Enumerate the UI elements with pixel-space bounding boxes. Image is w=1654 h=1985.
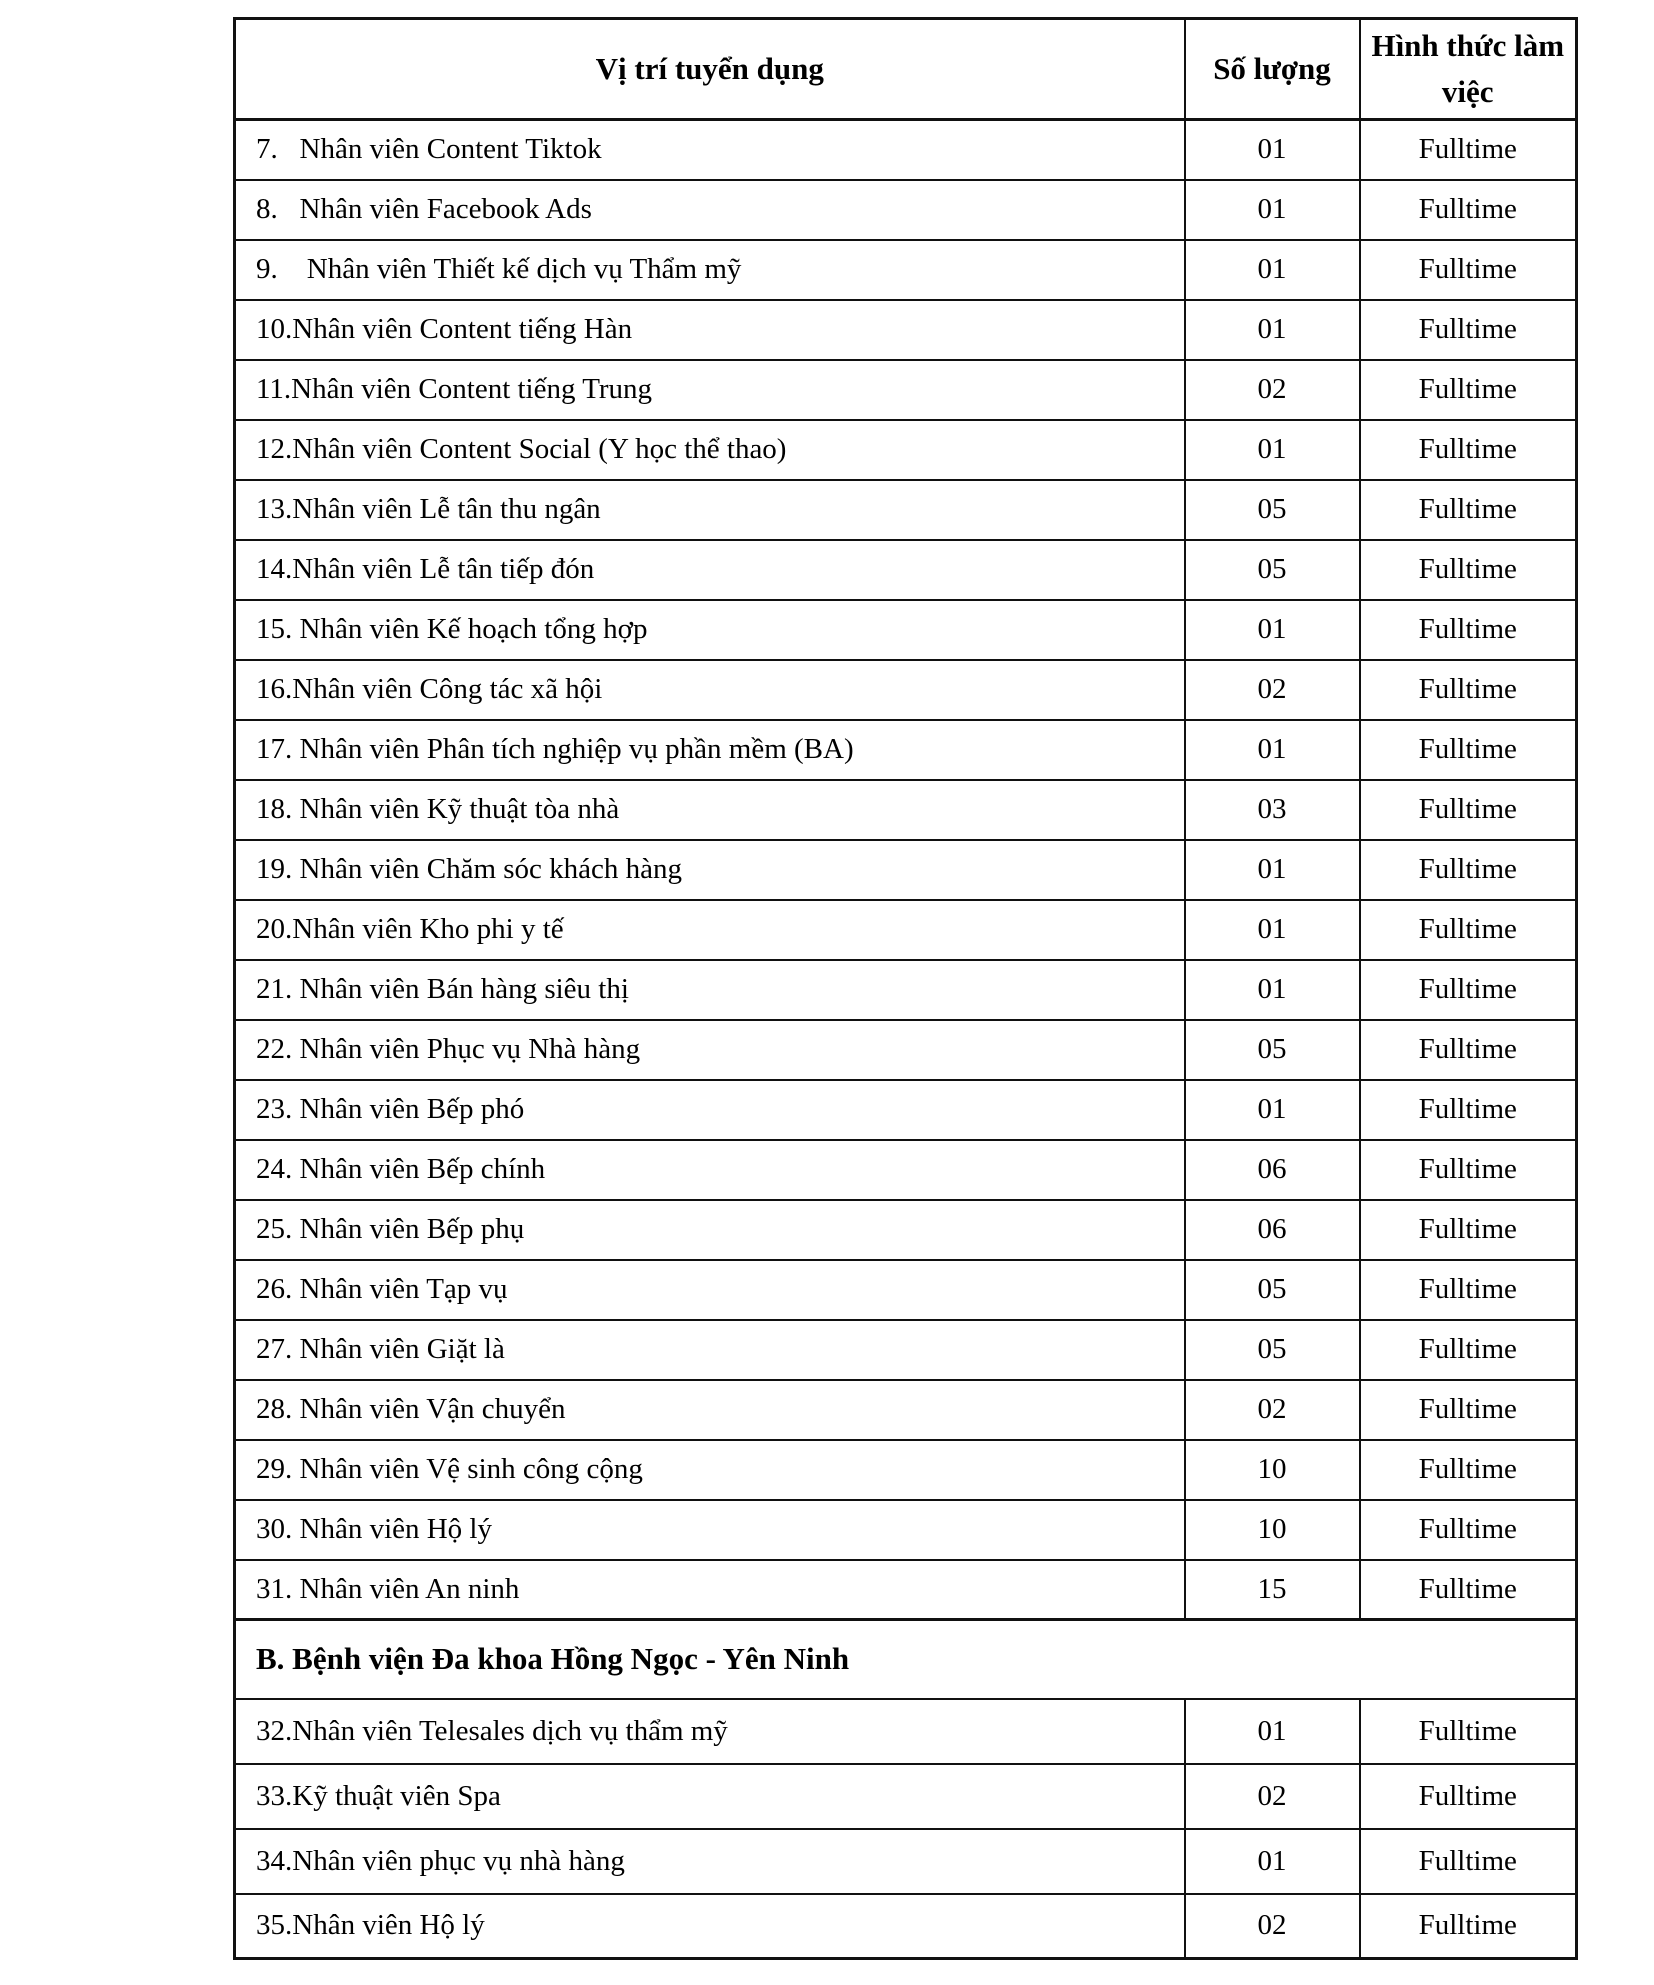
worktype-cell: Fulltime (1360, 1200, 1577, 1260)
worktype-cell: Fulltime (1360, 1260, 1577, 1320)
table-row (235, 600, 1577, 660)
quantity-cell: 03 (1185, 780, 1360, 840)
table-row (235, 120, 1577, 180)
table-row (235, 1200, 1577, 1260)
worktype-cell: Fulltime (1360, 420, 1577, 480)
worktype-cell: Fulltime (1360, 1500, 1577, 1560)
worktype-cell: Fulltime (1360, 1080, 1577, 1140)
section-b-header-row (235, 1620, 1577, 1699)
quantity-cell: 05 (1185, 1020, 1360, 1080)
table-row (235, 1560, 1577, 1620)
quantity-cell: 15 (1185, 1560, 1360, 1620)
position-cell: 19. Nhân viên Chăm sóc khách hàng (235, 840, 1185, 900)
table-row (235, 420, 1577, 480)
position-cell: 28. Nhân viên Vận chuyển (235, 1380, 1185, 1440)
table-row (235, 1894, 1577, 1959)
table-row (235, 660, 1577, 720)
position-cell: 26. Nhân viên Tạp vụ (235, 1260, 1185, 1320)
position-cell: 8. Nhân viên Facebook Ads (235, 180, 1185, 240)
table-row (235, 1500, 1577, 1560)
table-row (235, 240, 1577, 300)
table-row (235, 1260, 1577, 1320)
quantity-cell: 02 (1185, 1380, 1360, 1440)
worktype-cell: Fulltime (1360, 540, 1577, 600)
worktype-cell: Fulltime (1360, 960, 1577, 1020)
header-row (235, 19, 1577, 120)
position-cell: 31. Nhân viên An ninh (235, 1560, 1185, 1620)
position-cell: 15. Nhân viên Kế hoạch tổng hợp (235, 600, 1185, 660)
worktype-cell: Fulltime (1360, 1440, 1577, 1500)
quantity-cell: 01 (1185, 960, 1360, 1020)
table-row (235, 1320, 1577, 1380)
table-row (235, 1380, 1577, 1440)
worktype-cell: Fulltime (1360, 660, 1577, 720)
quantity-cell: 02 (1185, 660, 1360, 720)
position-cell: 18. Nhân viên Kỹ thuật tòa nhà (235, 780, 1185, 840)
position-cell: 12.Nhân viên Content Social (Y học thể thao) (235, 420, 1185, 480)
position-cell: 21. Nhân viên Bán hàng siêu thị (235, 960, 1185, 1020)
table-row (235, 1020, 1577, 1080)
table-row (235, 1080, 1577, 1140)
table-row (235, 1140, 1577, 1200)
worktype-cell: Fulltime (1360, 1380, 1577, 1440)
worktype-cell: Fulltime (1360, 1140, 1577, 1200)
worktype-cell: Fulltime (1360, 480, 1577, 540)
position-cell: 34.Nhân viên phục vụ nhà hàng (235, 1829, 1185, 1894)
quantity-cell: 05 (1185, 480, 1360, 540)
quantity-cell: 10 (1185, 1440, 1360, 1500)
position-cell: 7. Nhân viên Content Tiktok (235, 120, 1185, 180)
table-row (235, 480, 1577, 540)
worktype-cell: Fulltime (1360, 1894, 1577, 1959)
quantity-cell: 06 (1185, 1200, 1360, 1260)
position-cell: 11.Nhân viên Content tiếng Trung (235, 360, 1185, 420)
quantity-cell: 02 (1185, 1764, 1360, 1829)
worktype-cell: Fulltime (1360, 720, 1577, 780)
quantity-cell: 10 (1185, 1500, 1360, 1560)
quantity-cell: 01 (1185, 840, 1360, 900)
position-cell: 13.Nhân viên Lễ tân thu ngân (235, 480, 1185, 540)
table-row (235, 300, 1577, 360)
worktype-cell: Fulltime (1360, 900, 1577, 960)
worktype-cell: Fulltime (1360, 780, 1577, 840)
table-row (235, 360, 1577, 420)
position-cell: 32.Nhân viên Telesales dịch vụ thẩm mỹ (235, 1699, 1185, 1764)
position-cell: 29. Nhân viên Vệ sinh công cộng (235, 1440, 1185, 1500)
table-row (235, 180, 1577, 240)
job-table-body (235, 120, 1577, 1959)
position-cell: 30. Nhân viên Hộ lý (235, 1500, 1185, 1560)
quantity-cell: 01 (1185, 900, 1360, 960)
worktype-cell: Fulltime (1360, 1020, 1577, 1080)
worktype-cell: Fulltime (1360, 240, 1577, 300)
position-cell: 20.Nhân viên Kho phi y tế (235, 900, 1185, 960)
table-row (235, 900, 1577, 960)
position-cell: 14.Nhân viên Lễ tân tiếp đón (235, 540, 1185, 600)
quantity-cell: 01 (1185, 600, 1360, 660)
table-row (235, 540, 1577, 600)
position-cell: 23. Nhân viên Bếp phó (235, 1080, 1185, 1140)
worktype-cell: Fulltime (1360, 1320, 1577, 1380)
quantity-cell: 01 (1185, 240, 1360, 300)
quantity-cell: 01 (1185, 720, 1360, 780)
worktype-cell: Fulltime (1360, 600, 1577, 660)
quantity-cell: 01 (1185, 420, 1360, 480)
position-cell: 22. Nhân viên Phục vụ Nhà hàng (235, 1020, 1185, 1080)
table-row (235, 1764, 1577, 1829)
table-row (235, 1699, 1577, 1764)
position-cell: 9. Nhân viên Thiết kế dịch vụ Thẩm mỹ (235, 240, 1185, 300)
position-cell: 33.Kỹ thuật viên Spa (235, 1764, 1185, 1829)
position-cell: 25. Nhân viên Bếp phụ (235, 1200, 1185, 1260)
quantity-cell: 06 (1185, 1140, 1360, 1200)
worktype-cell: Fulltime (1360, 1764, 1577, 1829)
column-header-position: Vị trí tuyển dụng (235, 19, 1185, 120)
quantity-cell: 02 (1185, 1894, 1360, 1959)
table-row (235, 780, 1577, 840)
quantity-cell: 01 (1185, 300, 1360, 360)
worktype-cell: Fulltime (1360, 1699, 1577, 1764)
worktype-cell: Fulltime (1360, 300, 1577, 360)
quantity-cell: 01 (1185, 1699, 1360, 1764)
worktype-cell: Fulltime (1360, 1560, 1577, 1620)
position-cell: 27. Nhân viên Giặt là (235, 1320, 1185, 1380)
column-header-quantity: Số lượng (1185, 19, 1360, 120)
quantity-cell: 05 (1185, 540, 1360, 600)
position-cell: 16.Nhân viên Công tác xã hội (235, 660, 1185, 720)
worktype-cell: Fulltime (1360, 180, 1577, 240)
position-cell: 35.Nhân viên Hộ lý (235, 1894, 1185, 1959)
worktype-cell: Fulltime (1360, 840, 1577, 900)
quantity-cell: 01 (1185, 180, 1360, 240)
quantity-cell: 01 (1185, 120, 1360, 180)
table-row (235, 720, 1577, 780)
quantity-cell: 05 (1185, 1260, 1360, 1320)
table-row (235, 960, 1577, 1020)
quantity-cell: 01 (1185, 1829, 1360, 1894)
table-row (235, 1829, 1577, 1894)
quantity-cell: 05 (1185, 1320, 1360, 1380)
table-row (235, 840, 1577, 900)
position-cell: 17. Nhân viên Phân tích nghiệp vụ phần mềm (BA) (235, 720, 1185, 780)
worktype-cell: Fulltime (1360, 1829, 1577, 1894)
column-header-worktype: Hình thức làm việc (1360, 19, 1577, 120)
table-row (235, 1440, 1577, 1500)
quantity-cell: 02 (1185, 360, 1360, 420)
worktype-cell: Fulltime (1360, 120, 1577, 180)
section-b-header-cell: B. Bệnh viện Đa khoa Hồng Ngọc - Yên Ninh (235, 1620, 1577, 1699)
quantity-cell: 01 (1185, 1080, 1360, 1140)
worktype-cell: Fulltime (1360, 360, 1577, 420)
recruitment-table (233, 17, 1578, 1960)
position-cell: 24. Nhân viên Bếp chính (235, 1140, 1185, 1200)
position-cell: 10.Nhân viên Content tiếng Hàn (235, 300, 1185, 360)
